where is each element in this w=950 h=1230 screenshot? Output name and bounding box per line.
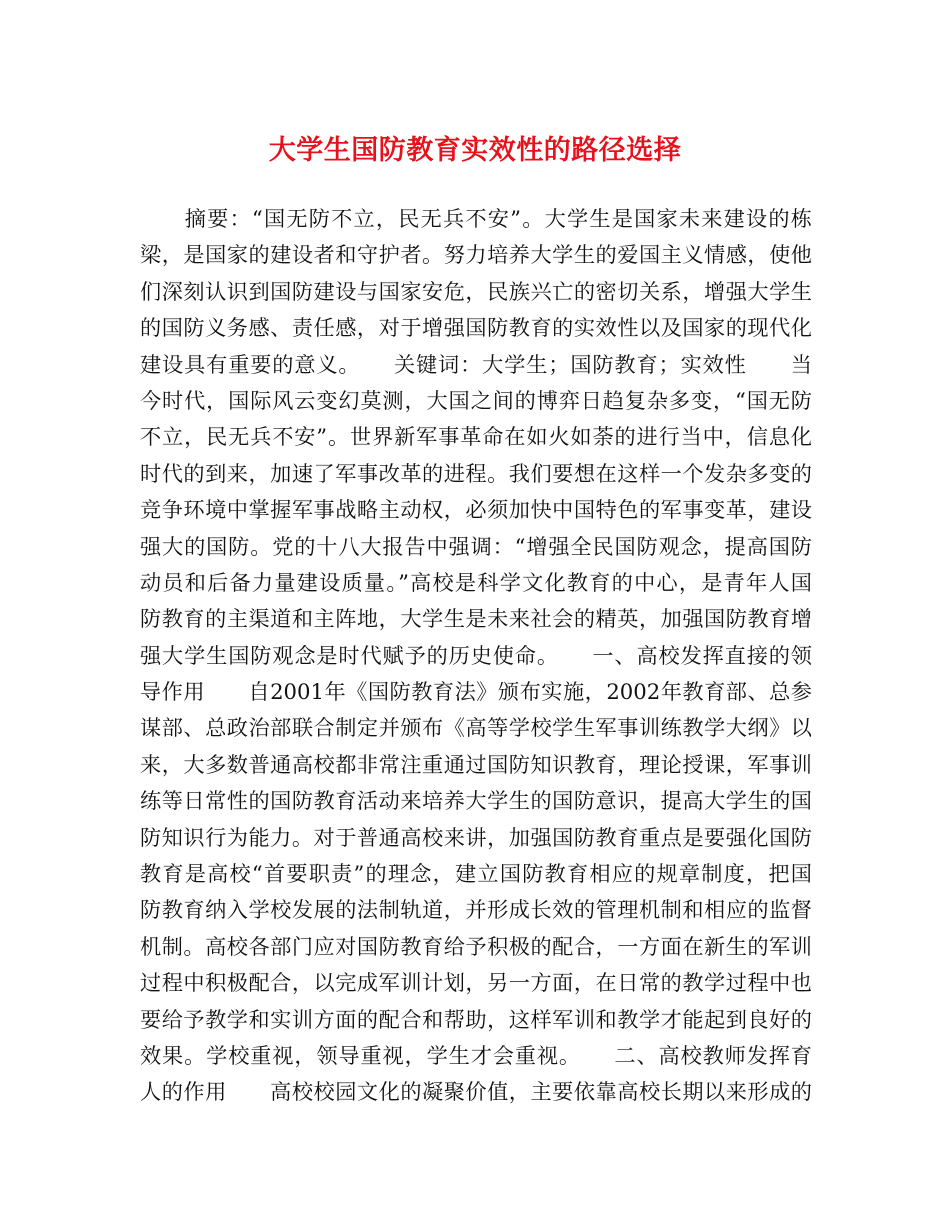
- body-line: 过程中积极配合，以完成军训计划，另一方面，在日常的教学过程中也: [140, 970, 812, 996]
- body-line: 练等日常性的国防教育活动来培养大学生的国防意识，提高大学生的国: [140, 788, 812, 814]
- body-line: 建设具有重要的意义。 关键词：大学生；国防教育；实效性 当: [140, 351, 812, 377]
- body-line: 强大学生国防观念是时代赋予的历史使命。 一、高校发挥直接的领: [140, 642, 812, 668]
- body-line: 机制。高校各部门应对国防教育给予积极的配合，一方面在新生的军训: [140, 933, 812, 959]
- body-line: 谋部、总政治部联合制定并颁布《高等学校学生军事训练教学大纲》以: [140, 715, 812, 741]
- body-line: 时代的到来，加速了军事改革的进程。我们要想在这样一个发杂多变的: [140, 460, 812, 486]
- body-line: 的国防义务感、责任感，对于增强国防教育的实效性以及国家的现代化: [140, 315, 812, 341]
- body-line: 要给予教学和实训方面的配合和帮助，这样军训和教学才能起到良好的: [140, 1006, 812, 1032]
- body-line: 教育是高校“首要职责”的理念，建立国防教育相应的规章制度，把国: [140, 861, 812, 887]
- body-line: 来，大多数普通高校都非常注重通过国防知识教育，理论授课，军事训: [140, 751, 812, 777]
- body-line: 防教育的主渠道和主阵地，大学生是未来社会的精英，加强国防教育增: [140, 606, 812, 632]
- body-line: 导作用 自2001年《国防教育法》颁布实施，2002年教育部、总参: [140, 679, 812, 705]
- body-line: 动员和后备力量建设质量。”高校是科学文化教育的中心，是青年人国: [140, 569, 812, 595]
- body-line: 竞争环境中掌握军事战略主动权，必须加快中国特色的军事变革，建设: [140, 497, 812, 523]
- document-body: [140, 201, 812, 1111]
- body-line: 效果。学校重视，领导重视，学生才会重视。 二、高校教师发挥育: [140, 1042, 812, 1068]
- body-line: 人的作用 高校校园文化的凝聚价值，主要依靠高校长期以来形成的: [140, 1079, 812, 1105]
- body-line: 强大的国防。党的十八大报告中强调：“增强全民国防观念，提高国防: [140, 533, 812, 559]
- body-line: 不立，民无兵不安”。世界新军事革命在如火如荼的进行当中，信息化: [140, 424, 812, 450]
- body-line: 梁，是国家的建设者和守护者。努力培养大学生的爱国主义情感，使他: [140, 242, 812, 268]
- body-line: 防知识行为能力。对于普通高校来讲，加强国防教育重点是要强化国防: [140, 824, 812, 850]
- document-title: 大学生国防教育实效性的路径选择: [268, 135, 682, 166]
- body-line: 摘要：“国无防不立，民无兵不安”。大学生是国家未来建设的栋: [140, 206, 812, 231]
- body-line: 今时代，国际风云变幻莫测，大国之间的博弈日趋复杂多变，“国无防: [140, 387, 812, 413]
- body-line: 们深刻认识到国防建设与国家安危，民族兴亡的密切关系，增强大学生: [140, 278, 812, 304]
- body-line: 防教育纳入学校发展的法制轨道，并形成长效的管理机制和相应的监督: [140, 897, 812, 923]
